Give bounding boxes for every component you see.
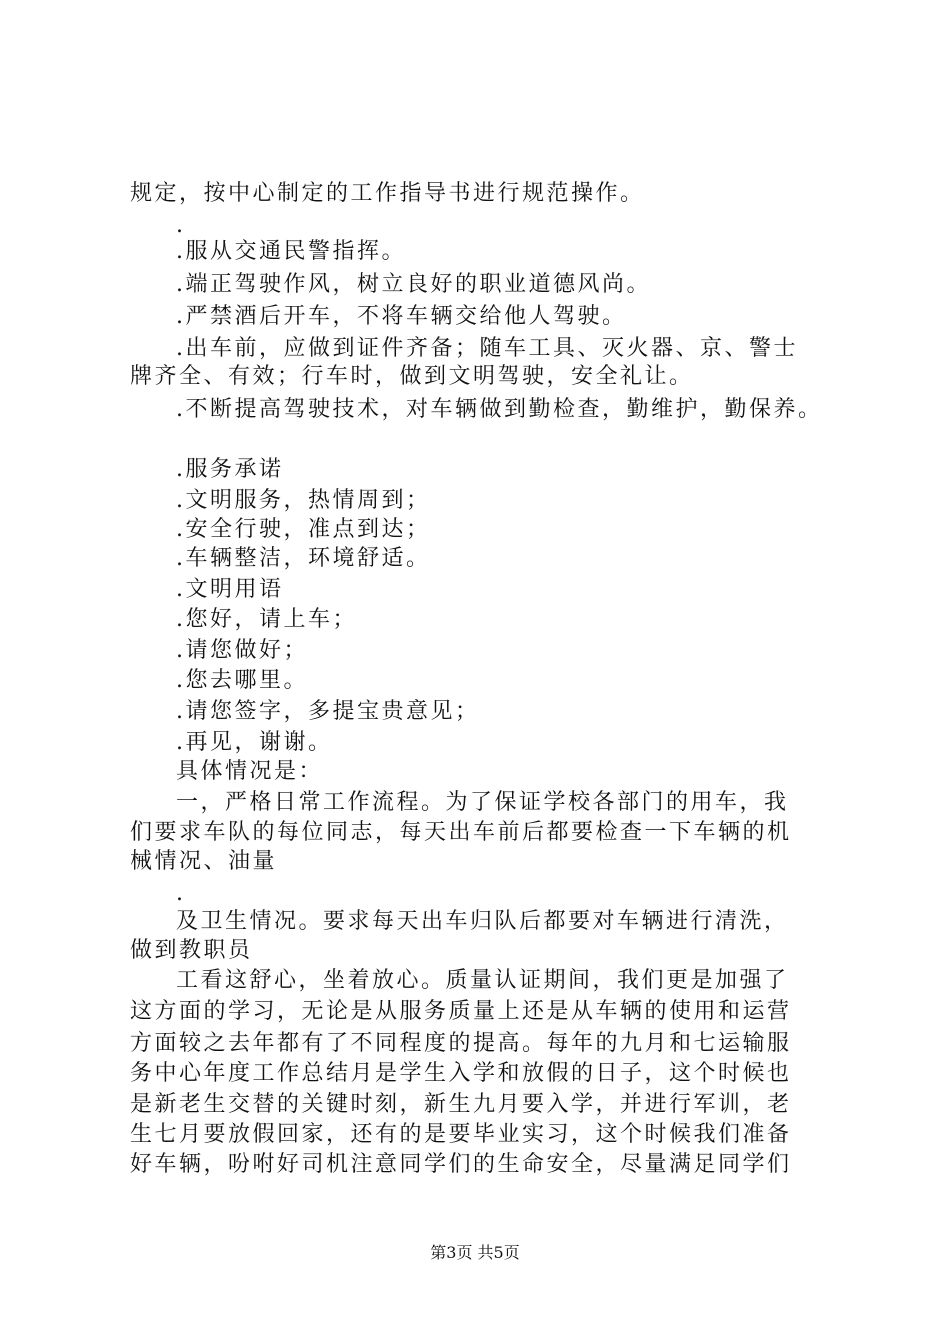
text-line: 及卫生情况。要求每天出车归队后都要对车辆进行清洗， [176,909,789,934]
page-footer: 第3页 共5页 [430,1243,520,1262]
text-line: 务中心年度工作总结月是学生入学和放假的日子，这个时候也 [130,1061,792,1086]
text-line: .服务承诺 [176,457,284,482]
text-line: 规定，按中心制定的工作指导书进行规范操作。 [130,181,645,206]
text-line: .您好，请上车； [176,607,357,632]
text-line: 具体情况是： [176,759,324,784]
text-line: .请您做好； [176,638,308,663]
text-line: .出车前，应做到证件齐备；随车工具、灭火器、京、警士 [176,336,798,361]
text-line: .端正驾驶作风，树立良好的职业道德风尚。 [176,272,651,297]
text-line: . [176,881,183,906]
text-line: .严禁酒后开车，不将车辆交给他人驾驶。 [176,304,627,329]
text-line: .再见，谢谢。 [176,730,333,755]
text-line: .不断提高驾驶技术，对车辆做到勤检查，勤维护，勤保养。 [176,397,823,422]
text-line: 做到教职员 [130,938,253,963]
text-line: 械情况、油量 [130,849,278,874]
text-line: 好车辆，吩咐好司机注意同学们的生命安全，尽量满足同学们 [130,1152,792,1177]
text-line: 牌齐全、有效；行车时，做到文明驾驶，安全礼让。 [130,364,694,389]
text-line: .车辆整洁，环境舒适。 [176,546,431,571]
text-line: 们要求车队的每位同志，每天出车前后都要检查一下车辆的机 [130,820,792,845]
text-line: .您去哪里。 [176,668,308,693]
text-line: .请您签字，多提宝贵意见； [176,699,480,724]
text-line: 生七月要放假回家，还有的是要毕业实习，这个时候我们准备 [130,1122,792,1147]
text-line: 是新老生交替的关键时刻，新生九月要入学，并进行军训，老 [130,1092,792,1117]
text-line: 一，严格日常工作流程。为了保证学校各部门的用车，我 [176,790,789,815]
text-line: .安全行驶，准点到达； [176,517,431,542]
text-line: 这方面的学习，无论是从服务质量上还是从车辆的使用和运营 [130,999,792,1024]
text-line: .文明用语 [176,577,284,602]
text-line: . [176,213,183,238]
text-line: .服从交通民警指挥。 [176,239,406,264]
text-line: 工看这舒心，坐着放心。质量认证期间，我们更是加强了 [176,968,789,993]
text-line: 方面较之去年都有了不同程度的提高。每年的九月和七运输服 [130,1031,792,1056]
text-line: .文明服务，热情周到； [176,488,431,513]
